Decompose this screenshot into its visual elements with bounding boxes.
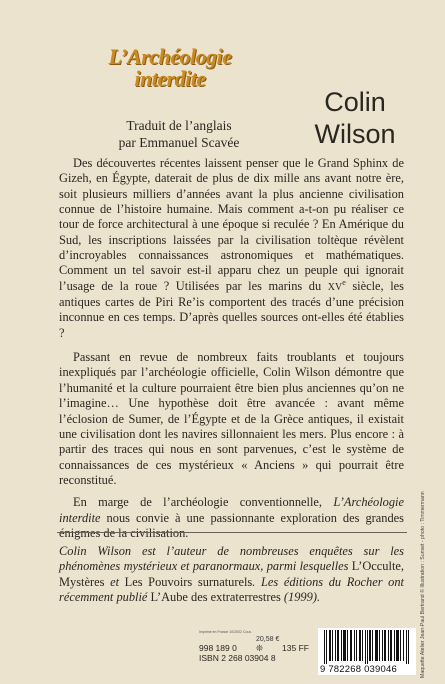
blurb-paragraph-3 xyxy=(59,495,404,541)
publisher-codes xyxy=(199,643,309,663)
barcode-icon xyxy=(324,630,410,664)
translator-credit xyxy=(94,117,264,151)
bio-book-4: L’Aube des extraterrestres xyxy=(150,589,281,604)
blurb-p1-text-b: siècle, les antiques cartes de Piri Re’is comportent des tracés d’une précision inconnue en ces temps. D’après quelles sources ont-elles été établies ? xyxy=(59,278,404,340)
isbn: ISBN 2 268 03904 8 xyxy=(199,653,276,663)
bio-book-2: Mystères xyxy=(59,574,105,589)
blurb-p1-superscript: e xyxy=(342,277,346,287)
blurb-text xyxy=(59,156,404,541)
price-euro: 20,58 € xyxy=(256,636,280,643)
bio-text-a: Colin Wilson est l’auteur de nombreuses enquêtes sur les phénomènes mystérieux et paranormaux, parmi lesquelles xyxy=(59,544,404,574)
bio-book-1: L’Occulte xyxy=(351,559,401,574)
author-last-name: Wilson xyxy=(314,119,396,149)
blurb-p3-book-title: L’Archéologie interdite xyxy=(59,495,404,525)
author-name xyxy=(300,86,410,150)
book-title-line-2: interdite xyxy=(134,66,206,91)
book-title xyxy=(60,46,280,90)
design-credits: Maquette Atelier Jean-Paul Bertrand © Illustration : Sunset - photo : Timmermann xyxy=(420,491,426,678)
barcode-digits: 9 782268 039046 xyxy=(320,664,397,675)
blurb-paragraph-1 xyxy=(59,156,404,341)
blurb-p1-century: XV xyxy=(327,281,343,293)
bio-separator-2: et xyxy=(104,574,125,589)
book-title-line-1: L’Archéologie xyxy=(108,44,232,69)
bio-text-b: . Les éditions du Rocher ont récemment publié xyxy=(59,574,405,604)
blurb-p3-text-a: En marge de l’archéologie conventionnelle, xyxy=(73,495,334,510)
author-bio xyxy=(59,544,404,605)
codes-row xyxy=(199,643,309,653)
bio-text-c: (1999). xyxy=(280,589,321,604)
blurb-p1-text-a: Des découvertes récentes laissent penser que le Grand Sphinx de Gizeh, en Égypte, daterait de plus de dix mille ans avant notre ère, soit plusieurs milliers d’années avant la plus ancienne civilisation connue de l’histoire humaine. Mais comment a-t-on pu réaliser ce tour de force architectural à une époque si reculée ? En Amérique du Sud, les inscriptions laissées par la civilisation toltèque révèlent d’incroyables connaissances astronomiques et mathématiques. Comment un tel savoir est-il apparu chez un peuple qui ignorait l’usage de la roue ? Utilisées par les marins du xyxy=(59,156,404,293)
barcode-area xyxy=(318,628,416,675)
asterisk-icon: ❊ xyxy=(255,643,263,653)
section-divider xyxy=(57,532,407,533)
price-francs: 135 FF xyxy=(282,643,309,653)
translator-line-2: par Emmanuel Scavée xyxy=(118,135,240,150)
author-first-name: Colin xyxy=(324,87,386,117)
catalog-code: 998 189 0 xyxy=(199,643,237,653)
print-note: Imprimé en France 10/2002 Couv. xyxy=(199,630,252,634)
blurb-p3-text-b: nous convie à une passionnante exploration des grandes énigmes de la civilisation. xyxy=(59,510,404,540)
bio-separator-1: , xyxy=(400,559,404,574)
blurb-paragraph-2: Passant en revue de nombreux faits troublants et toujours inexpliqués par l’archéologie officielle, Colin Wilson démontre que l’humanité et la culture pourraient être bien plus anciennes qu’on ne l’imagine… Une hypothèse doit être avancée : avant même l’éclosion de Sumer, de l’Égypte et de la Grèce antiques, il existait une civilisation dont les navires sillonnaient les mers. Plus encore : à partir des traces qui nous en sont parvenues, c’est le système de connaissances de ces mystérieux « Anciens » qui pourrait être reconstitué. xyxy=(59,350,404,487)
translator-line-1: Traduit de l’anglais xyxy=(126,118,232,133)
bio-book-3: Les Pouvoirs surnaturels xyxy=(124,574,253,589)
